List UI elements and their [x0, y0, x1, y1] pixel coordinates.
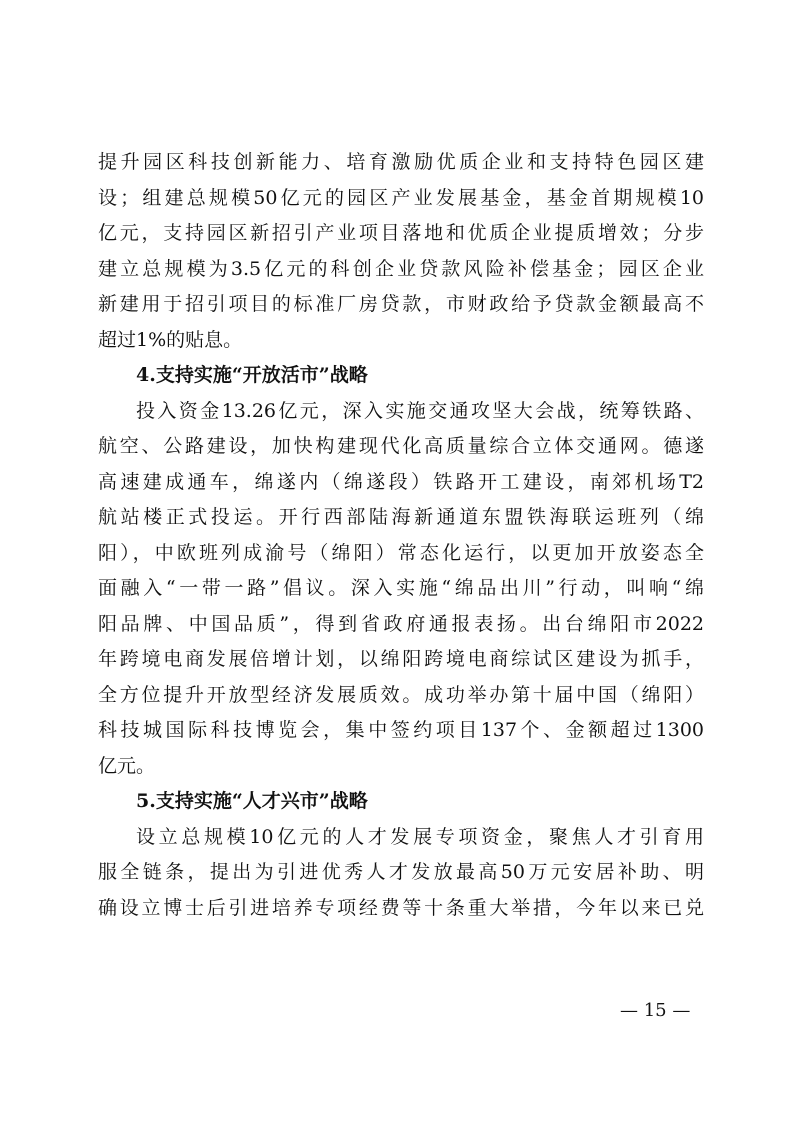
text-line: 投入资金13.26亿元，深入实施交通攻坚大会战，统筹铁路、 [136, 399, 704, 422]
text-line: 年跨境电商发展倍增计划，以绵阳跨境电商综试区建设为抓手， [98, 648, 704, 670]
section-heading-5: 5.支持实施“人才兴市”战略 [136, 790, 368, 812]
text-line: 提升园区科技创新能力、培育激励优质企业和支持特色园区建 [98, 151, 704, 173]
text-line: 超过1%的贴息。 [98, 328, 243, 351]
text-line: 建立总规模为3.5亿元的科创企业贷款风险补偿基金；园区企业 [98, 257, 704, 280]
page-number: — 15 — [620, 1000, 691, 1021]
text-line: 亿元。 [98, 754, 156, 777]
section-heading-4: 4.支持实施“开放活市”战略 [136, 364, 368, 386]
text-line: 航空、公路建设，加快构建现代化高质量综合立体交通网。德遂 [98, 435, 704, 457]
text-line: 设立总规模10亿元的人才发展专项资金，聚焦人才引育用 [136, 825, 704, 848]
text-line: 设；组建总规模50亿元的园区产业发展基金，基金首期规模10 [98, 186, 704, 209]
text-line: 服全链条，提出为引进优秀人才发放最高50万元安居补助、明 [98, 861, 704, 883]
text-line: 全方位提升开放型经济发展质效。成功举办第十届中国（绵阳） [98, 683, 704, 706]
text-line: 新建用于招引项目的标准厂房贷款，市财政给予贷款金额最高不 [98, 293, 704, 315]
text-line: 科技城国际科技博览会，集中签约项目137个、金额超过1300 [98, 719, 704, 741]
text-line: 阳品牌、中国品质”，得到省政府通报表扬。出台绵阳市2022 [98, 612, 704, 635]
text-line: 面融入“一带一路”倡议。深入实施“绵品出川”行动，叫响“绵 [98, 577, 704, 599]
text-line: 亿元，支持园区新招引产业项目落地和优质企业提质增效；分步 [98, 222, 704, 244]
text-line: 高速建成通车，绵遂内（绵遂段）铁路开工建设，南郊机场T2 [98, 470, 704, 493]
text-line: 确设立博士后引进培养专项经费等十条重大举措，今年以来已兑 [98, 896, 704, 919]
text-line: 阳），中欧班列成渝号（绵阳）常态化运行，以更加开放姿态全 [98, 541, 704, 564]
text-line: 航站楼正式投运。开行西部陆海新通道东盟铁海联运班列（绵 [98, 506, 704, 528]
document-body [98, 145, 704, 926]
